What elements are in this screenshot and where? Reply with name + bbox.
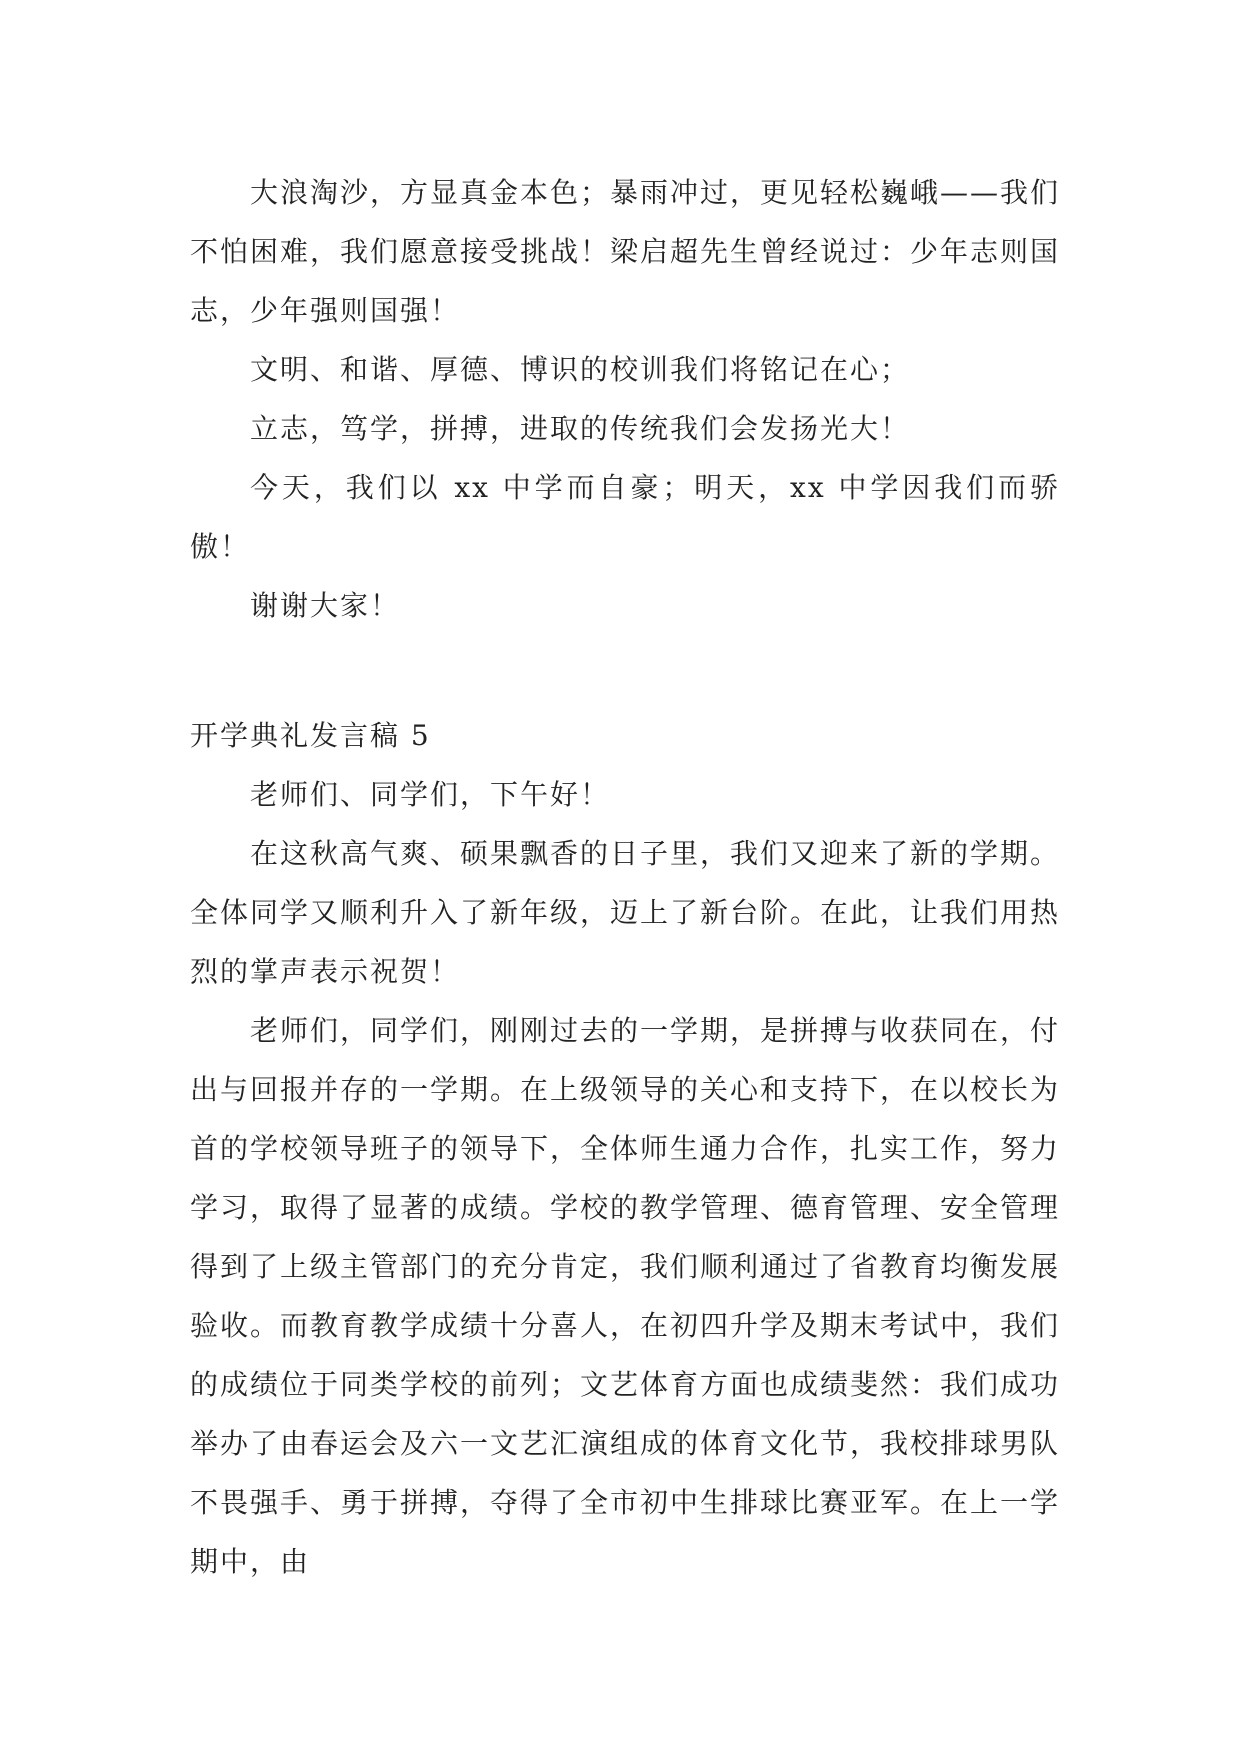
paragraph-achievements: 老师们，同学们，刚刚过去的一学期，是拼搏与收获同在，付出与回报并存的一学期。在上级领导的关心和支持下，在以校长为首的学校领导班子的领导下，全体师生通力合作，扎实工作，努力学习，取得了显著的成绩。学校的教学管理、德育管理、安全管理得到了上级主管部门的充分肯定，我们顺利通过了省教育均衡发展验收。而教育教学成绩十分喜人，在初四升学及期末考试中，我们的成绩位于同类学校的前列；文艺体育方面也成绩斐然：我们成功举办了由春运会及六一文艺汇演组成的体育文化节，我校排球男队不畏强手、勇于拼搏，夺得了全市初中生排球比赛亚军。在上一学期中，由 — [190, 1014, 1061, 1578]
paragraph-new-semester: 在这秋高气爽、硕果飘香的日子里，我们又迎来了新的学期。全体同学又顺利升入了新年级，迈上了新台阶。在此，让我们用热烈的掌声表示祝贺！ — [190, 837, 1061, 988]
paragraph-pride: 今天，我们以 xx 中学而自豪；明天，xx 中学因我们而骄傲！ — [190, 471, 1060, 563]
paragraph-tradition: 立志，笃学，拼搏，进取的传统我们会发扬光大！ — [250, 412, 911, 445]
paragraph-thanks: 谢谢大家！ — [250, 589, 401, 622]
section-title: 开学典礼发言稿 5 — [190, 719, 431, 752]
paragraph-greeting: 老师们、同学们，下午好！ — [250, 778, 611, 811]
document-body — [190, 163, 1060, 1591]
paragraph-school-motto: 文明、和谐、厚德、博识的校训我们将铭记在心； — [250, 353, 911, 386]
paragraph-perseverance: 大浪淘沙，方显真金本色；暴雨冲过，更见轻松巍峨——我们不怕困难，我们愿意接受挑战！梁启超先生曾经说过：少年志则国志，少年强则国强！ — [190, 176, 1061, 327]
